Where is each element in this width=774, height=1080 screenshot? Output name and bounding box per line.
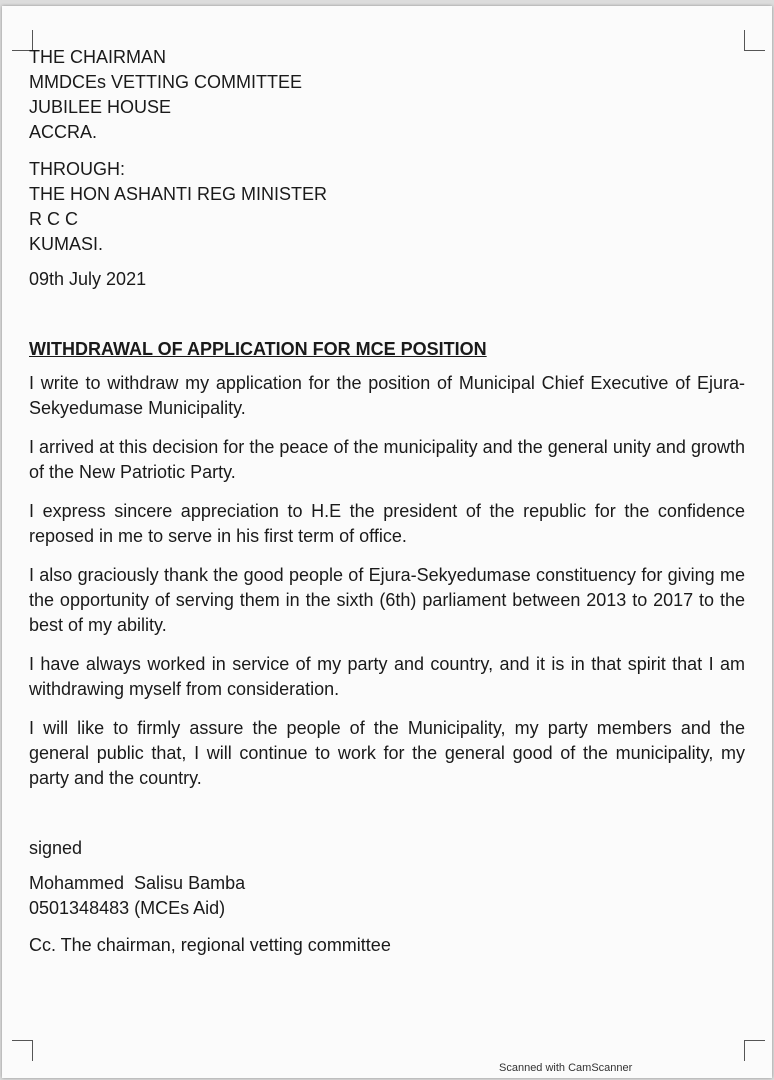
- recipient-line: JUBILEE HOUSE: [29, 97, 172, 117]
- crop-mark-top-right: [744, 30, 765, 51]
- through-line: THROUGH:: [29, 159, 125, 179]
- paragraph: I write to withdraw my application for the position of Municipal Chief Executive of Ejura-Sekyedumase Municipality.: [29, 373, 745, 418]
- paragraph: I will like to firmly assure the people of the Municipality, my party members and the general public that, I will continue to work for the general good of the municipality, my party and the country.: [29, 718, 745, 788]
- crop-mark-bottom-left: [12, 1040, 33, 1061]
- paragraph: I express sincere appreciation to H.E the president of the republic for the confidence reposed in me to serve in his first term of office.: [29, 501, 745, 546]
- signatory-block: [29, 871, 745, 921]
- recipient-line: ACCRA.: [29, 122, 98, 142]
- letter-heading: WITHDRAWAL OF APPLICATION FOR MCE POSITION: [29, 339, 487, 359]
- signatory-contact: 0501348483 (MCEs Aid): [29, 898, 226, 918]
- recipient-line: MMDCEs VETTING COMMITTEE: [29, 72, 302, 92]
- through-address: [29, 157, 745, 257]
- recipient-line: THE CHAIRMAN: [29, 47, 167, 67]
- paragraph: I have always worked in service of my party and country, and it is in that spirit that I am withdrawing myself from consideration.: [29, 654, 745, 699]
- signed-label: signed: [29, 838, 83, 858]
- signatory-name: Mohammed Salisu Bamba: [29, 873, 246, 893]
- letter-date: 09th July 2021: [29, 269, 147, 289]
- through-line: R C C: [29, 209, 78, 229]
- cc-line: Cc. The chairman, regional vetting committee: [29, 935, 391, 955]
- scanner-watermark: Scanned with CamScanner: [499, 1062, 633, 1074]
- crop-mark-bottom-right: [744, 1040, 765, 1061]
- through-line: KUMASI.: [29, 234, 104, 254]
- recipient-address: [29, 45, 745, 145]
- paragraph: I arrived at this decision for the peace of the municipality and the general unity and growth of the New Patriotic Party.: [29, 437, 745, 482]
- letter-body: [29, 45, 745, 958]
- paragraph: I also graciously thank the good people of Ejura-Sekyedumase constituency for giving me the opportunity of serving them in the sixth (6th) parliament between 2013 to 2017 to the best of my ability.: [29, 565, 745, 635]
- through-line: THE HON ASHANTI REG MINISTER: [29, 184, 328, 204]
